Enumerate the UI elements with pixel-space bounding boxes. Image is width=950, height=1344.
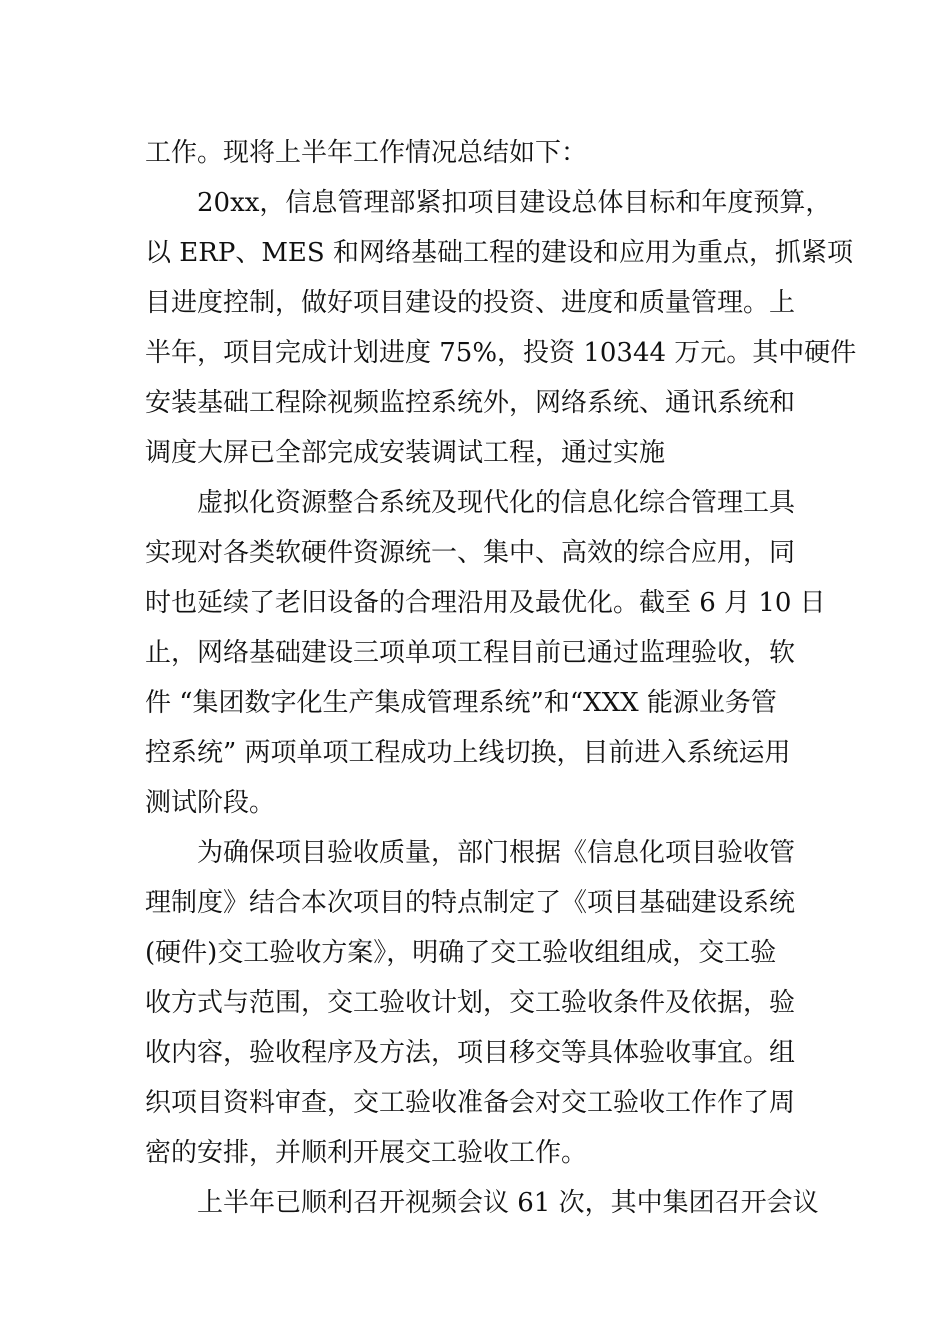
text-line-5: 半年，项目完成计划进度 75%，投资 10344 万元。其中硬件: [145, 338, 857, 368]
text-line-22: 上半年已顺利召开视频会议 61 次，其中集团召开会议: [197, 1188, 819, 1218]
text-line-19: 收内容，验收程序及方法，项目移交等具体验收事宜。组: [145, 1038, 796, 1068]
text-line-18: 收方式与范围，交工验收计划，交工验收条件及依据，验: [145, 988, 796, 1018]
document-body: [145, 128, 857, 1228]
text-line-15: 为确保项目验收质量，部门根据《信息化项目验收管: [197, 838, 796, 868]
text-line-16: 理制度》结合本次项目的特点制定了《项目基础建设系统: [145, 888, 796, 918]
text-line-2: 20xx，信息管理部紧扣项目建设总体目标和年度预算，: [197, 188, 832, 218]
text-line-13: 控系统” 两项单项工程成功上线切换，目前进入系统运用: [145, 738, 791, 768]
text-line-20: 织项目资料审查，交工验收准备会对交工验收工作作了周: [145, 1088, 796, 1118]
text-line-8: 虚拟化资源整合系统及现代化的信息化综合管理工具: [197, 488, 796, 518]
text-line-17: (硬件)交工验收方案》，明确了交工验收组组成，交工验: [145, 938, 777, 968]
text-line-3: 以 ERP、MES 和网络基础工程的建设和应用为重点，抓紧项: [145, 238, 853, 268]
text-line-7: 调度大屏已全部完成安装调试工程，通过实施: [145, 438, 666, 468]
text-line-11: 止，网络基础建设三项单项工程目前已通过监理验收，软: [145, 638, 796, 668]
text-line-1: 工作。现将上半年工作情况总结如下：: [145, 138, 588, 168]
text-line-14: 测试阶段。: [145, 788, 276, 818]
text-line-12: 件 “集团数字化生产集成管理系统”和“XXX 能源业务管: [145, 688, 777, 718]
text-line-6: 安装基础工程除视频监控系统外，网络系统、通讯系统和: [145, 388, 796, 418]
text-line-10: 时也延续了老旧设备的合理沿用及最优化。截至 6 月 10 日: [145, 588, 826, 618]
text-line-9: 实现对各类软硬件资源统一、集中、高效的综合应用，同: [145, 538, 796, 568]
text-line-21: 密的安排，并顺利开展交工验收工作。: [145, 1138, 588, 1168]
text-line-4: 目进度控制，做好项目建设的投资、进度和质量管理。上: [145, 288, 796, 318]
